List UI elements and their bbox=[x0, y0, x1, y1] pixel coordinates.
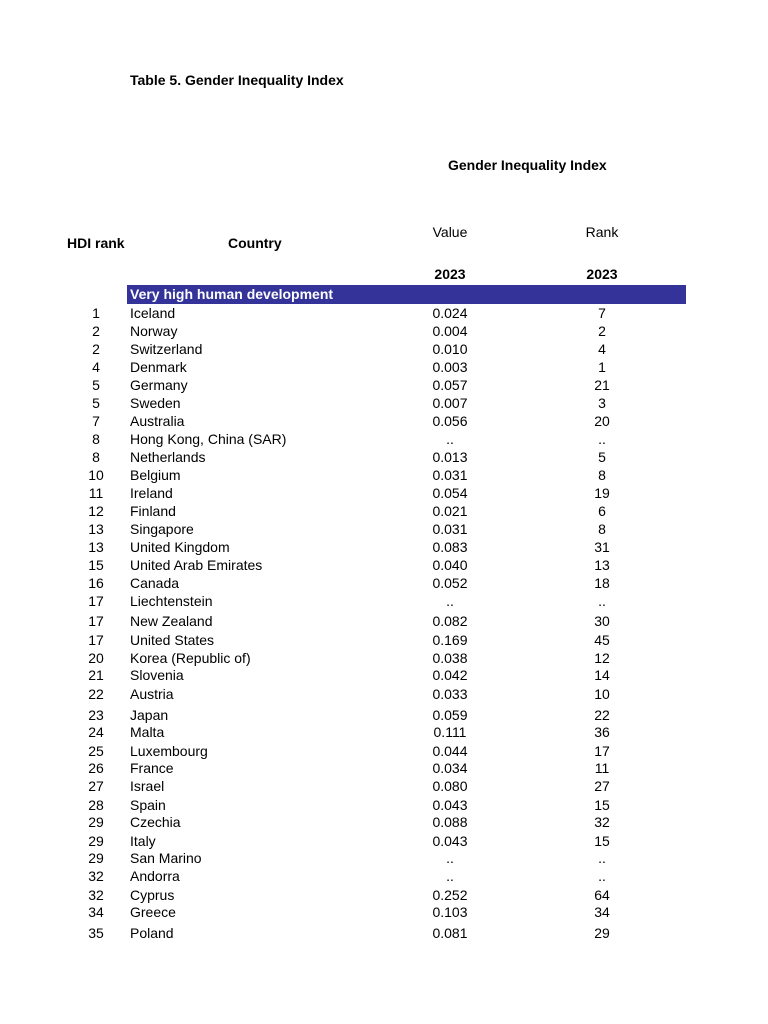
gii-rank-cell: 1 bbox=[598, 359, 606, 375]
hdi-rank-cell: 22 bbox=[88, 686, 104, 702]
table-row bbox=[0, 723, 768, 741]
table-row bbox=[0, 612, 768, 630]
country-cell: France bbox=[130, 760, 174, 776]
gii-value-cell: 0.031 bbox=[432, 467, 468, 483]
table-row bbox=[0, 759, 768, 777]
table-row bbox=[0, 813, 768, 831]
country-cell: Hong Kong, China (SAR) bbox=[130, 431, 287, 447]
gii-value-cell: 0.059 bbox=[432, 707, 468, 723]
hdi-rank-cell: 32 bbox=[88, 887, 104, 903]
hdi-rank-cell: 8 bbox=[92, 431, 100, 447]
table-row bbox=[0, 520, 768, 538]
table-row bbox=[0, 832, 768, 850]
gii-value-cell: 0.038 bbox=[432, 650, 468, 666]
country-cell: Slovenia bbox=[130, 667, 184, 683]
gii-rank-cell: 12 bbox=[594, 650, 610, 666]
gii-rank-cell: 3 bbox=[598, 395, 606, 411]
table-row bbox=[0, 358, 768, 376]
table-row bbox=[0, 304, 768, 322]
country-cell: Finland bbox=[130, 503, 176, 519]
country-cell: Norway bbox=[130, 323, 178, 339]
rank-year-label: 2023 bbox=[586, 266, 618, 282]
gii-value-cell: 0.013 bbox=[432, 449, 468, 465]
country-cell: Iceland bbox=[130, 305, 176, 321]
gii-rank-cell: 5 bbox=[598, 449, 606, 465]
table-row bbox=[0, 376, 768, 394]
table-row bbox=[0, 796, 768, 814]
gii-rank-cell: 64 bbox=[594, 887, 610, 903]
gii-value-cell: 0.111 bbox=[433, 724, 467, 740]
hdi-rank-cell: 5 bbox=[92, 377, 100, 393]
gii-rank-cell: 29 bbox=[594, 925, 610, 941]
country-cell: Spain bbox=[130, 797, 166, 813]
country-cell: Poland bbox=[130, 925, 174, 941]
hdi-rank-cell: 29 bbox=[88, 850, 104, 866]
gii-rank-cell: 15 bbox=[594, 797, 610, 813]
country-cell: Israel bbox=[130, 778, 165, 794]
gii-value-cell: 0.004 bbox=[432, 323, 468, 339]
gii-value-cell: 0.080 bbox=[432, 778, 468, 794]
gii-rank-cell: 8 bbox=[598, 521, 606, 537]
gii-value-cell: .. bbox=[446, 593, 454, 609]
gii-value-cell: 0.043 bbox=[432, 833, 468, 849]
country-cell: Switzerland bbox=[130, 341, 203, 357]
country-cell: Ireland bbox=[130, 485, 173, 501]
table-row bbox=[0, 777, 768, 795]
country-cell: United States bbox=[130, 632, 215, 648]
gii-rank-cell: 15 bbox=[594, 833, 610, 849]
hdi-rank-cell: 7 bbox=[92, 413, 100, 429]
table-row bbox=[0, 742, 768, 760]
gii-rank-cell: .. bbox=[598, 850, 606, 866]
gii-value-cell: .. bbox=[446, 431, 454, 447]
gii-rank-cell: 32 bbox=[594, 814, 610, 830]
hdi-rank-cell: 28 bbox=[88, 797, 104, 813]
hdi-rank-cell: 35 bbox=[88, 925, 104, 941]
table-row bbox=[0, 867, 768, 885]
country-header: Country bbox=[228, 235, 282, 251]
table-row bbox=[0, 394, 768, 412]
gii-rank-cell: 18 bbox=[594, 575, 610, 591]
gii-rank-cell: 20 bbox=[594, 413, 610, 429]
gii-rank-cell: 21 bbox=[594, 377, 610, 393]
table-row bbox=[0, 430, 768, 448]
table-row bbox=[0, 649, 768, 667]
hdi-rank-cell: 1 bbox=[92, 305, 100, 321]
country-cell: Netherlands bbox=[130, 449, 206, 465]
gii-value-cell: 0.169 bbox=[432, 632, 468, 648]
hdi-rank-cell: 17 bbox=[88, 593, 104, 609]
gii-value-cell: 0.088 bbox=[432, 814, 468, 830]
hdi-rank-cell: 12 bbox=[88, 503, 104, 519]
country-cell: Malta bbox=[130, 724, 165, 740]
table-row bbox=[0, 886, 768, 904]
gii-value-cell: 0.083 bbox=[432, 539, 468, 555]
gii-rank-cell: 22 bbox=[594, 707, 610, 723]
hdi-rank-cell: 17 bbox=[88, 613, 104, 629]
gii-rank-cell: 45 bbox=[594, 632, 610, 648]
gii-value-cell: 0.024 bbox=[432, 305, 468, 321]
table-row bbox=[0, 484, 768, 502]
country-cell: Australia bbox=[130, 413, 185, 429]
hdi-rank-cell: 32 bbox=[88, 868, 104, 884]
table-row bbox=[0, 502, 768, 520]
gii-rank-cell: 13 bbox=[594, 557, 610, 573]
country-cell: New Zealand bbox=[130, 613, 213, 629]
country-cell: Japan bbox=[130, 707, 169, 723]
gii-rank-cell: 11 bbox=[594, 760, 610, 776]
table-title: Table 5. Gender Inequality Index bbox=[130, 72, 344, 88]
hdi-rank-cell: 27 bbox=[88, 778, 104, 794]
gii-value-cell: 0.031 bbox=[432, 521, 468, 537]
country-cell: Liechtenstein bbox=[130, 593, 213, 609]
hdi-rank-cell: 25 bbox=[88, 743, 104, 759]
hdi-rank-cell: 15 bbox=[88, 557, 104, 573]
hdi-rank-cell: 11 bbox=[88, 485, 104, 501]
gii-rank-cell: 27 bbox=[594, 778, 610, 794]
hdi-rank-cell: 34 bbox=[88, 904, 104, 920]
country-cell: Canada bbox=[130, 575, 180, 591]
hdi-rank-cell: 23 bbox=[88, 707, 104, 723]
hdi-rank-cell: 29 bbox=[88, 833, 104, 849]
gii-value-cell: .. bbox=[446, 868, 454, 884]
hdi-rank-cell: 17 bbox=[88, 632, 104, 648]
gii-value-cell: 0.103 bbox=[432, 904, 468, 920]
hdi-rank-cell: 10 bbox=[88, 467, 104, 483]
gii-rank-cell: 36 bbox=[594, 724, 610, 740]
hdi-rank-cell: 13 bbox=[88, 539, 104, 555]
table-row bbox=[0, 466, 768, 484]
value-year-label: 2023 bbox=[434, 266, 466, 282]
hdi-rank-cell: 8 bbox=[92, 449, 100, 465]
gii-rank-cell: .. bbox=[598, 868, 606, 884]
gii-value-cell: 0.057 bbox=[432, 377, 468, 393]
country-cell: Sweden bbox=[130, 395, 181, 411]
gii-rank-cell: 8 bbox=[598, 467, 606, 483]
gii-value-cell: 0.052 bbox=[432, 575, 468, 591]
hdi-rank-cell: 26 bbox=[88, 760, 104, 776]
country-cell: San Marino bbox=[130, 850, 202, 866]
gii-rank-cell: 14 bbox=[594, 667, 610, 683]
gii-value-cell: 0.252 bbox=[432, 887, 468, 903]
gii-value-cell: 0.082 bbox=[432, 613, 468, 629]
hdi-rank-cell: 5 bbox=[92, 395, 100, 411]
rank-header-label: Rank bbox=[585, 224, 619, 240]
table-row bbox=[0, 412, 768, 430]
table-row bbox=[0, 903, 768, 921]
country-cell: Czechia bbox=[130, 814, 181, 830]
gii-value-cell: 0.007 bbox=[432, 395, 468, 411]
gii-rank-cell: 2 bbox=[598, 323, 606, 339]
table-row bbox=[0, 666, 768, 684]
gii-rank-cell: 17 bbox=[594, 743, 610, 759]
country-cell: Cyprus bbox=[130, 887, 175, 903]
gii-rank-cell: 6 bbox=[598, 503, 606, 519]
gii-value-cell: 0.034 bbox=[432, 760, 468, 776]
table-row bbox=[0, 448, 768, 466]
hdi-rank-cell: 4 bbox=[92, 359, 100, 375]
table-row bbox=[0, 574, 768, 592]
table-row bbox=[0, 592, 768, 610]
gii-value-cell: 0.043 bbox=[432, 797, 468, 813]
gii-rank-cell: 30 bbox=[594, 613, 610, 629]
table-row bbox=[0, 340, 768, 358]
country-cell: Korea (Republic of) bbox=[130, 650, 251, 666]
gii-value-cell: 0.054 bbox=[432, 485, 468, 501]
gii-rank-cell: 10 bbox=[594, 686, 610, 702]
hdi-rank-cell: 13 bbox=[88, 521, 104, 537]
table-row bbox=[0, 631, 768, 649]
country-cell: Luxembourg bbox=[130, 743, 208, 759]
gii-rank-cell: 31 bbox=[594, 539, 610, 555]
country-cell: United Arab Emirates bbox=[130, 557, 263, 573]
gii-rank-cell: 4 bbox=[598, 341, 606, 357]
gii-group-header: Gender Inequality Index bbox=[448, 157, 607, 173]
hdi-rank-cell: 20 bbox=[88, 650, 104, 666]
hdi-rank-cell: 16 bbox=[88, 575, 104, 591]
gii-rank-cell: .. bbox=[598, 431, 606, 447]
gii-value-cell: 0.081 bbox=[432, 925, 468, 941]
section-band-very-high: Very high human development bbox=[127, 285, 686, 304]
hdi-rank-header: HDI rank bbox=[67, 235, 125, 251]
gii-value-cell: 0.044 bbox=[432, 743, 468, 759]
hdi-rank-cell: 24 bbox=[88, 724, 104, 740]
hdi-rank-cell: 29 bbox=[88, 814, 104, 830]
gii-value-cell: 0.056 bbox=[432, 413, 468, 429]
table-row bbox=[0, 322, 768, 340]
hdi-rank-cell: 2 bbox=[92, 341, 100, 357]
gii-value-cell: 0.010 bbox=[432, 341, 468, 357]
gii-rank-cell: 7 bbox=[598, 305, 606, 321]
country-cell: Germany bbox=[130, 377, 188, 393]
value-header-label: Value bbox=[432, 224, 468, 240]
gii-value-cell: 0.033 bbox=[432, 686, 468, 702]
table-row bbox=[0, 924, 768, 942]
gii-value-cell: 0.042 bbox=[432, 667, 468, 683]
table-row bbox=[0, 706, 768, 724]
gii-value-cell: 0.003 bbox=[432, 359, 468, 375]
gii-rank-cell: 19 bbox=[594, 485, 610, 501]
hdi-rank-cell: 2 bbox=[92, 323, 100, 339]
country-cell: Andorra bbox=[130, 868, 180, 884]
country-cell: Greece bbox=[130, 904, 176, 920]
country-cell: United Kingdom bbox=[130, 539, 230, 555]
country-cell: Italy bbox=[130, 833, 156, 849]
country-cell: Belgium bbox=[130, 467, 181, 483]
gii-rank-cell: .. bbox=[598, 593, 606, 609]
country-cell: Austria bbox=[130, 686, 174, 702]
country-cell: Singapore bbox=[130, 521, 194, 537]
gii-value-cell: 0.021 bbox=[432, 503, 468, 519]
gii-value-cell: 0.040 bbox=[432, 557, 468, 573]
gii-rank-cell: 34 bbox=[594, 904, 610, 920]
gii-value-cell: .. bbox=[446, 850, 454, 866]
table-row bbox=[0, 685, 768, 703]
hdi-rank-cell: 21 bbox=[88, 667, 104, 683]
country-cell: Denmark bbox=[130, 359, 187, 375]
table-row bbox=[0, 849, 768, 867]
table-row bbox=[0, 538, 768, 556]
table-row bbox=[0, 556, 768, 574]
